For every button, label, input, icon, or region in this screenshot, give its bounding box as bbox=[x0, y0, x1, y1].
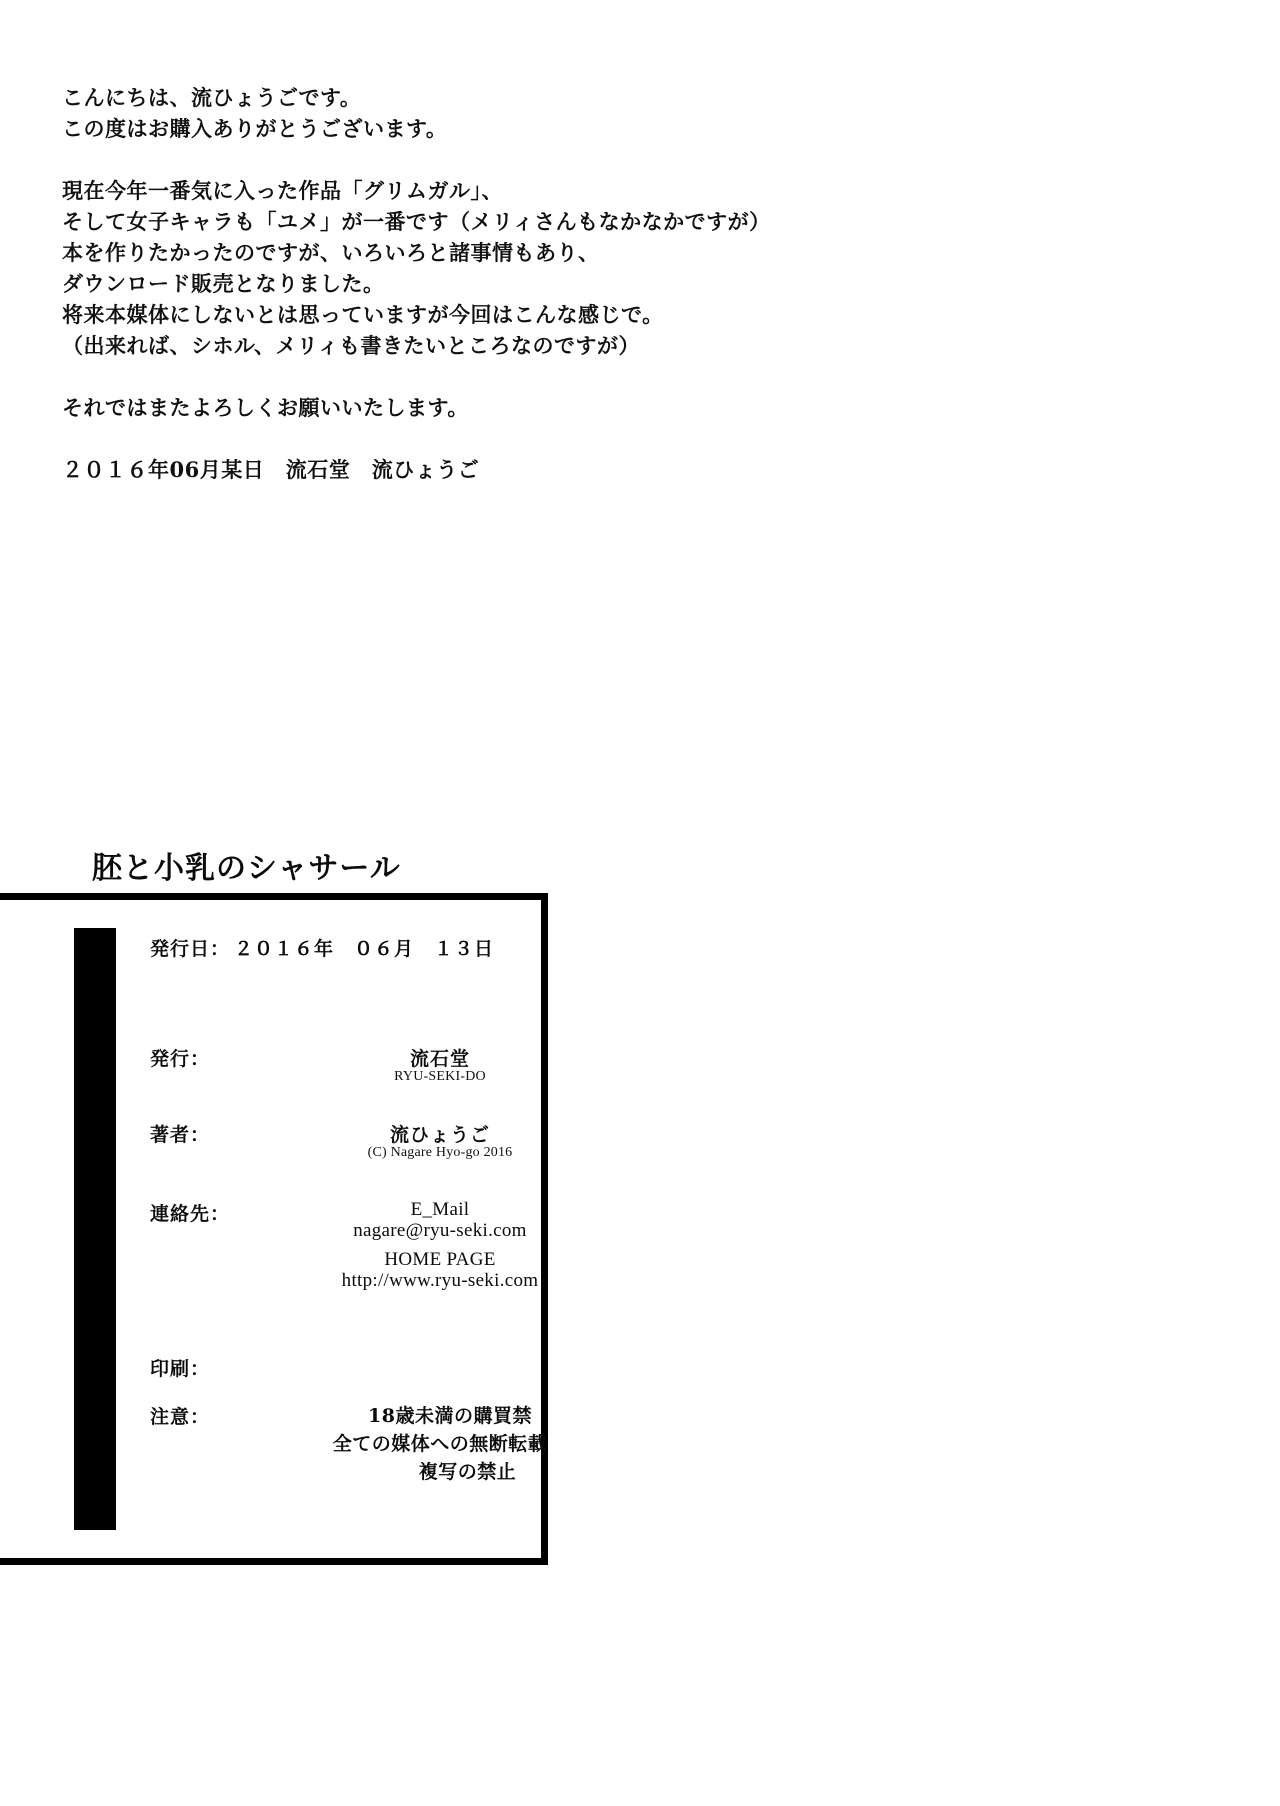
colophon-row-print bbox=[150, 1354, 210, 1381]
afterword-line: こんにちは、流ひょうごです。 bbox=[62, 85, 362, 110]
afterword-line: 現在今年一番気に入った作品「グリムガル」、 bbox=[62, 178, 503, 203]
homepage-label: HOME PAGE bbox=[384, 1249, 496, 1270]
colophon-rows bbox=[130, 934, 548, 1548]
email-address: nagare@ryu-seki.com bbox=[353, 1220, 527, 1241]
work-title: 胚と小乳のシャサール bbox=[92, 851, 401, 886]
afterword-line: 将来本媒体にしないとは思っていますが今回はこんな感じで。 bbox=[62, 302, 664, 327]
afterword-text-block bbox=[62, 82, 1062, 485]
notice-line: 複写の禁止 bbox=[418, 1461, 517, 1483]
paragraph-spacer bbox=[62, 423, 1062, 454]
colophon-row-notice bbox=[150, 1402, 548, 1483]
afterword-line: 本を作りたかったのですが、いろいろと諸事情もあり、 bbox=[62, 240, 600, 265]
homepage-url[interactable]: http://www.ryu-seki.com bbox=[341, 1270, 539, 1291]
colophon-row-author bbox=[150, 1120, 513, 1160]
notice-label: 注意： bbox=[150, 1406, 211, 1428]
afterword-line: ダウンロード販売となりました。 bbox=[62, 271, 385, 296]
decorative-black-bar bbox=[74, 928, 116, 1530]
date-label: 発行日： bbox=[150, 938, 231, 960]
afterword-signature-line: ２０１６年06月某日 流石堂 流ひょうご bbox=[62, 457, 480, 482]
afterword-line: この度はお購入ありがとうございます。 bbox=[62, 116, 448, 141]
afterword-line: それではまたよろしくお願いいたします。 bbox=[62, 395, 469, 420]
afterword-line: そして女子キャラも「ユメ」が一番です（メリィさんもなかなかですが） bbox=[62, 209, 771, 234]
paragraph-spacer bbox=[62, 144, 1062, 175]
afterword-line: （出来れば、シホル、メリィも書きたいところなのですが） bbox=[62, 333, 640, 358]
contact-label: 連絡先： bbox=[150, 1203, 231, 1225]
print-label: 印刷： bbox=[150, 1358, 211, 1380]
colophon-row-publisher bbox=[150, 1044, 486, 1084]
publisher-roman: RYU-SEKI-DO bbox=[394, 1069, 486, 1084]
publisher-value: 流石堂 bbox=[409, 1048, 470, 1070]
notice-line: 18歳未満の購買禁 bbox=[368, 1405, 532, 1427]
publisher-label: 発行： bbox=[150, 1048, 211, 1070]
email-label: E_Mail bbox=[410, 1199, 470, 1220]
contact-spacer bbox=[310, 1241, 570, 1249]
author-label: 著者： bbox=[150, 1124, 211, 1146]
author-value: 流ひょうご bbox=[389, 1124, 490, 1146]
colophon-row-date bbox=[150, 934, 494, 961]
colophon-frame bbox=[0, 893, 548, 1565]
notice-line: 全ての媒体への無断転載 bbox=[332, 1433, 548, 1455]
paragraph-spacer bbox=[62, 361, 1062, 392]
colophon-row-contact bbox=[150, 1199, 539, 1291]
author-copyright: (C) Nagare Hyo-go 2016 bbox=[367, 1145, 513, 1160]
date-value: ２０１６年 ０６月 １３日 bbox=[234, 938, 495, 960]
